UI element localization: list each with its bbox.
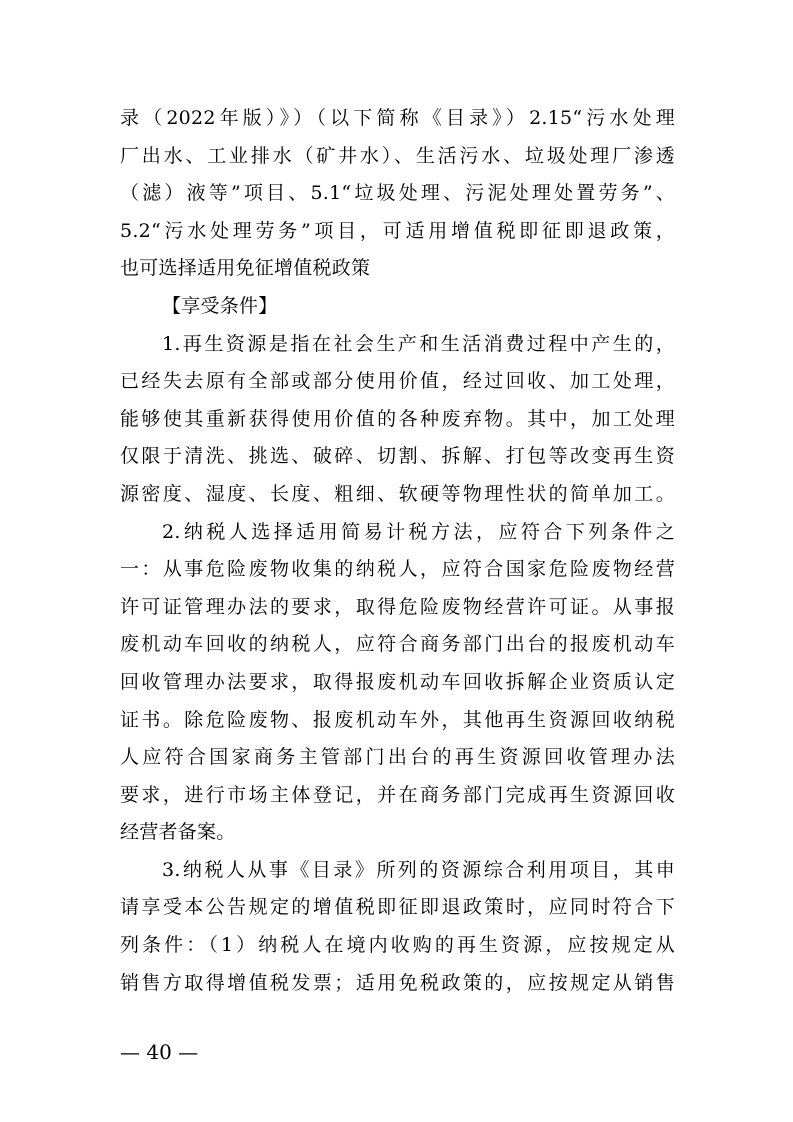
paragraph-line: 请享受本公告规定的增值税即征即退政策时，应同时符合下 (120, 896, 675, 919)
paragraph-line: 也可选择适用免征增值税政策 (120, 257, 371, 280)
paragraph-line: 能够使其重新获得使用价值的各种废弃物。其中，加工处理 (120, 407, 675, 430)
paragraph-line: 3.纳税人从事《目录》所列的资源综合利用项目，其申 (162, 858, 675, 881)
paragraph-line: 证书。除危险废物、报废机动车外，其他再生资源回收纳税 (120, 708, 675, 731)
paragraph-line: 列条件：（1）纳税人在境内收购的再生资源，应按规定从 (120, 934, 675, 957)
paragraph-line: 1.再生资源是指在社会生产和生活消费过程中产生的， (162, 332, 675, 355)
paragraph-line: 要求，进行市场主体登记，并在商务部门完成再生资源回收 (120, 783, 675, 806)
paragraph-line: 销售方取得增值税发票；适用免税政策的，应按规定从销售 (120, 971, 675, 994)
paragraph-line: 源密度、湿度、长度、粗细、软硬等物理性状的简单加工。 (120, 482, 675, 505)
paragraph-line: 一：从事危险废物收集的纳税人，应符合国家危险废物经营 (120, 558, 675, 581)
paragraph-line: 仅限于清洗、挑选、破碎、切割、拆解、打包等改变再生资 (120, 445, 675, 468)
paragraph-line: 经营者备案。 (120, 821, 236, 844)
paragraph-line: 厂出水、工业排水（矿井水）、生活污水、垃圾处理厂渗透 (120, 144, 675, 167)
section-heading: 【享受条件】 (162, 294, 278, 317)
paragraph-line: 许可证管理办法的要求，取得危险废物经营许可证。从事报 (120, 595, 675, 618)
paragraph-line: 录（2022年版）》）（以下简称《目录》）2.15“污水处理 (120, 107, 675, 129)
paragraph-line: 人应符合国家商务主管部门出台的再生资源回收管理办法 (120, 746, 675, 769)
paragraph-line: （滤）液等”项目、5.1“垃圾处理、污泥处理处置劳务”、 (120, 182, 675, 205)
paragraph-line: 2.纳税人选择适用简易计税方法，应符合下列条件之 (162, 520, 675, 543)
page-number: — 40 — (120, 1040, 199, 1064)
paragraph-line: 已经失去原有全部或部分使用价值，经过回收、加工处理， (120, 370, 675, 393)
paragraph-line: 5.2“污水处理劳务”项目，可适用增值税即征即退政策， (120, 219, 675, 242)
paragraph-line: 废机动车回收的纳税人，应符合商务部门出台的报废机动车 (120, 633, 675, 656)
paragraph-line: 回收管理办法要求，取得报废机动车回收拆解企业资质认定 (120, 670, 675, 693)
body-text (120, 100, 675, 1002)
